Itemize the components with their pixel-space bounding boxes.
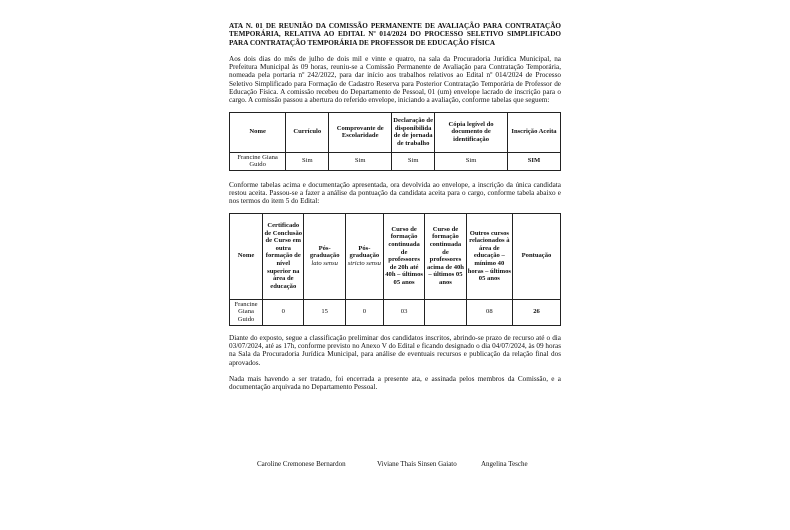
signature-2: Viviane Thaís Sinsen Gaiato: [377, 460, 457, 468]
cell-pontuacao: 26: [512, 299, 560, 325]
cell-curso-20h: 03: [383, 299, 424, 325]
cell-escolaridade: Sim: [329, 152, 392, 170]
table-row: [230, 299, 561, 325]
cell-curso-40h: [425, 299, 466, 325]
cell-nome: Francine Giana Guido: [230, 299, 263, 325]
result-paragraph: Diante do exposto, segue a classificação preliminar dos candidatos inscritos, abrindo-se prazo de recurso até o dia 03/07/2024, até as 17h, conforme previsto no Anexo V do Edital e ficando designado o dia 04/07/2024, às 09 horas na Sala da Procuradoria Jurídica Municipal, para análise de eventuais recursos e publicação da relação final dos aprovados.: [229, 333, 561, 367]
pos-stricto-label: Pós-graduação: [349, 244, 380, 260]
document-page: [229, 22, 561, 392]
cell-curriculo: Sim: [286, 152, 329, 170]
col-curso-20h: Curso de formação continuada de professores de 20h até 40h – últimos 05 anos: [383, 213, 424, 299]
table-header-row: [230, 112, 561, 152]
cell-pos-lato: 15: [304, 299, 345, 325]
cell-outros-cursos: 08: [466, 299, 512, 325]
pos-lato-label: Pós-graduação: [309, 244, 340, 260]
closing-paragraph: Nada mais havendo a ser tratado, foi encerrada a presente ata, e assinada pelos membros da Comissão, e a documentação arquivada no Departamento Pessoal.: [229, 374, 561, 392]
col-pos-stricto: [345, 213, 383, 299]
cell-identificacao: Sim: [435, 152, 508, 170]
col-disponibilidade: Declaração de disponibilida de de jornada de trabalho: [392, 112, 435, 152]
pos-lato-sensu: lato sensu: [311, 260, 338, 268]
eligibility-table: [229, 112, 561, 171]
cell-disponibilidade: Sim: [392, 152, 435, 170]
cell-certificado: 0: [263, 299, 304, 325]
col-pos-lato: [304, 213, 345, 299]
col-nome: Nome: [230, 213, 263, 299]
cell-nome: Francine Giana Guido: [230, 152, 286, 170]
document-title: ATA N. 01 DE REUNIÃO DA COMISSÃO PERMANENTE DE AVALIAÇÃO PARA CONTRATAÇÃO TEMPORÁRIA, RELATIVA AO EDITAL Nº 014/2024 DO PROCESSO SELETIVO SIMPLIFICADO PARA CONTRATAÇÃO TEMPORÁRIA DE PROFESSOR DE EDUCAÇÃO FÍSICA: [229, 22, 561, 47]
signature-1: Caroline Cremonese Bernardon: [257, 460, 346, 468]
col-pontuacao: Pontuação: [512, 213, 560, 299]
scoring-table: [229, 213, 561, 326]
col-outros-cursos: Outros cursos relacionados à área de educação – mínimo 40 horas – últimos 05 anos: [466, 213, 512, 299]
table-header-row: [230, 213, 561, 299]
col-escolaridade: Comprovante de Escolaridade: [329, 112, 392, 152]
col-curriculo: Currículo: [286, 112, 329, 152]
intro-paragraph: Aos dois dias do mês de julho de dois mil e vinte e quatro, na sala da Procuradoria Jurídica Municipal, na Prefeitura Municipal às 09 horas, reuniu-se a Comissão Permanente de Avaliação para Contratação Temporária, nomeada pela portaria nº 242/2022, para dar início aos trabalhos relativos ao Edital nº 014/2024 de Processo Seletivo Simplificado para Formação de Cadastro Reserva para Posterior Contratação Temporária de Professor de Educação Física. A comissão recebeu do Departamento de Pessoal, 01 (um) envelope lacrado de inscrição para o cargo. A comissão passou a abertura do referido envelope, iniciando a avaliação, conforme tabelas que seguem:: [229, 54, 561, 105]
middle-paragraph: Conforme tabelas acima e documentação apresentada, ora devolvida ao envelope, a inscrição da única candidata restou aceita. Passou-se a fazer a análise da pontuação da candidata aceita para o cargo, conforme tabela abaixo e nos termos do item 5 do Edital:: [229, 180, 561, 206]
cell-inscricao-aceita: SIM: [507, 152, 560, 170]
signature-3: Angelina Tesche: [481, 460, 528, 468]
col-curso-40h: Curso de formação continuada de professores acima de 40h – últimos 05 anos: [425, 213, 466, 299]
pos-stricto-sensu: stricto sensu: [347, 260, 381, 268]
col-certificado: Certificado de Conclusão de Curso em outra formação de nível superior na área de educação: [263, 213, 304, 299]
col-nome: Nome: [230, 112, 286, 152]
col-identificacao: Cópia legível do documento de identificação: [435, 112, 508, 152]
col-inscricao-aceita: Inscrição Aceita: [507, 112, 560, 152]
cell-pos-stricto: 0: [345, 299, 383, 325]
table-row: [230, 152, 561, 170]
